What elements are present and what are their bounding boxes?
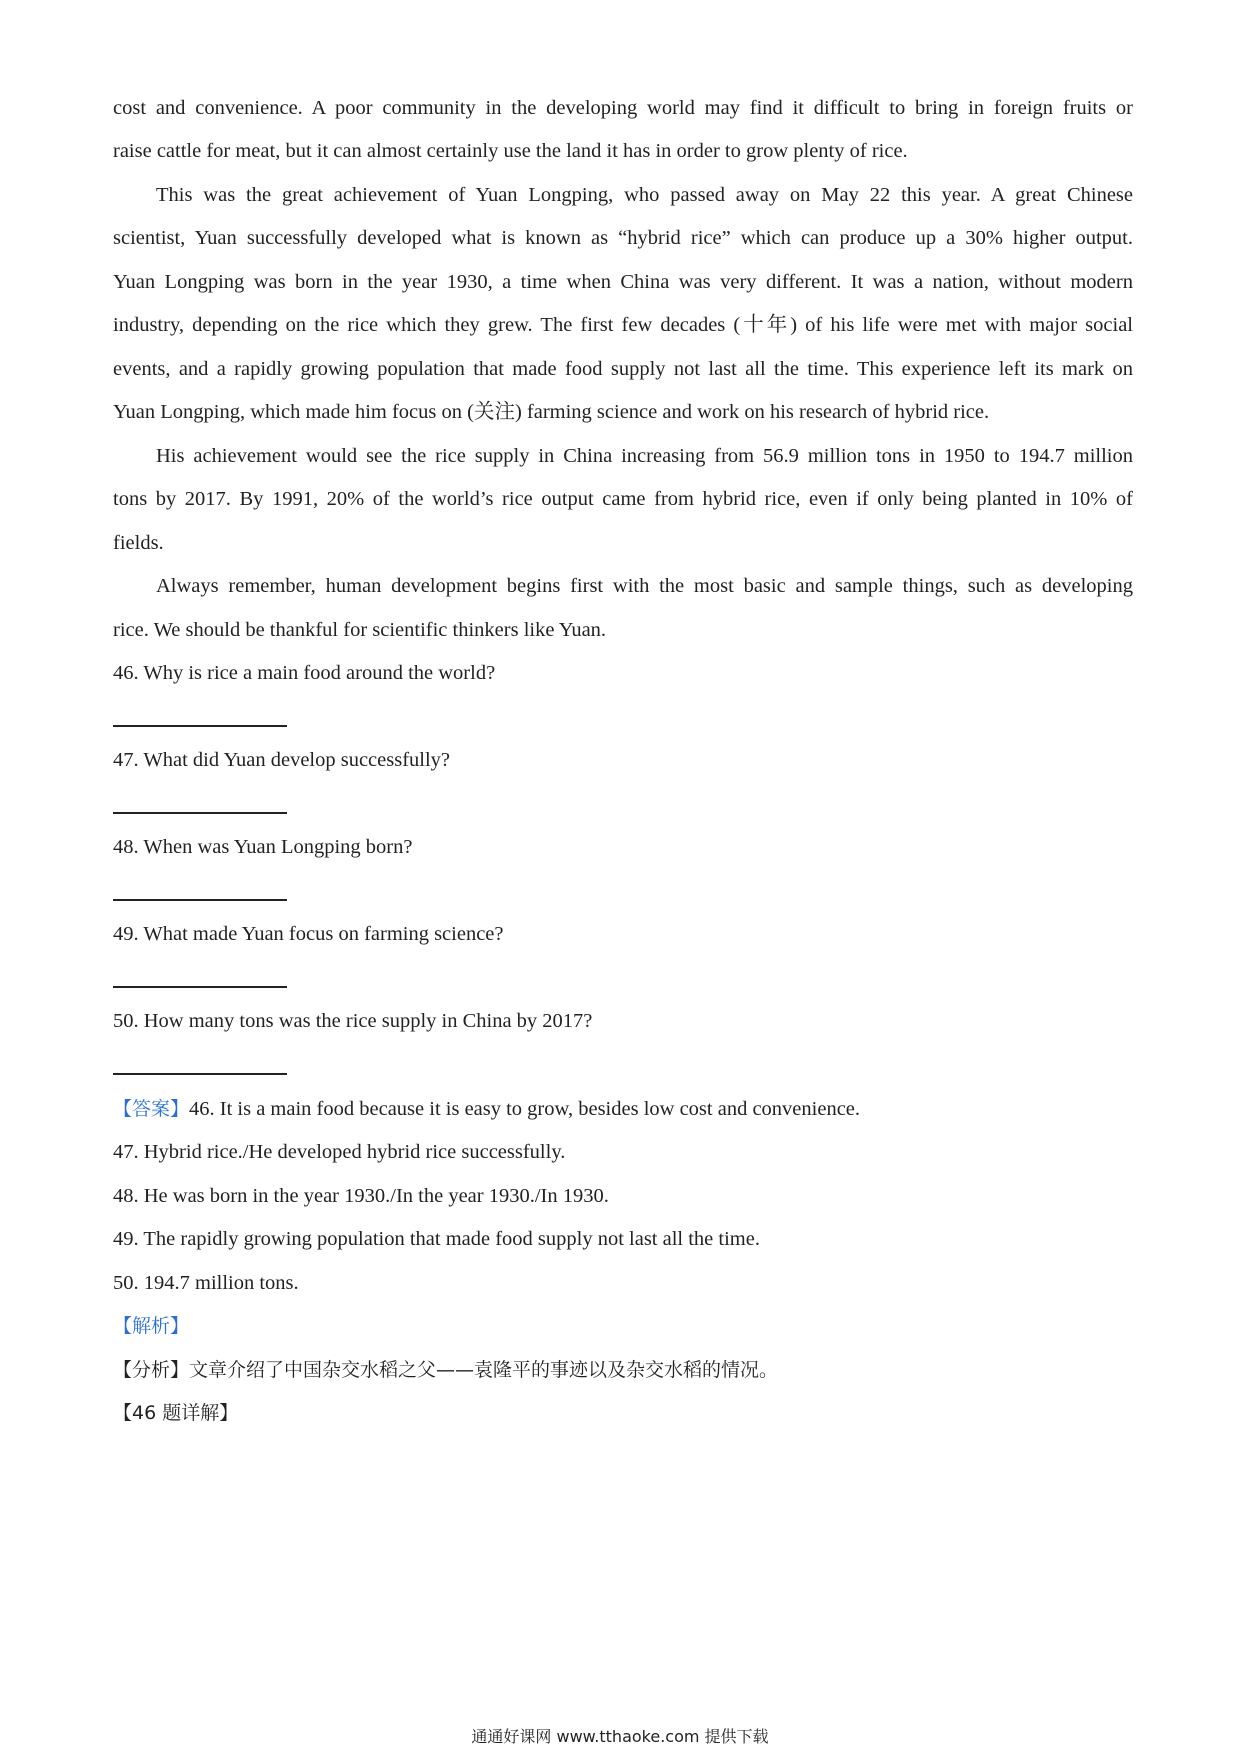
answer-blank-49 (113, 986, 287, 988)
passage-line: Always remember, human development begins first with the most basic and sample things, such as developing (156, 575, 1133, 597)
question-49: 49. What made Yuan focus on farming science? (113, 923, 504, 945)
passage-line: Yuan Longping, which made him focus on (关注) farming science and work on his research of hybrid rice. (113, 401, 990, 423)
passage-line: rice. We should be thankful for scientific thinkers like Yuan. (113, 619, 607, 641)
answer-line-46 (113, 1095, 1133, 1123)
question-48: 48. When was Yuan Longping born? (113, 836, 413, 858)
page-footer: 通通好课网 www.tthaoke.com 提供下载 (471, 1727, 769, 1746)
passage-line: industry, depending on the rice which they grew. The first few decades (十年) of his life were met with major social (113, 314, 1133, 336)
answer-blank-48 (113, 899, 287, 901)
passage-line: scientist, Yuan successfully developed what is known as “hybrid rice” which can produce up a 30% higher output. (113, 227, 1133, 249)
answer-48: 48. He was born in the year 1930./In the year 1930./In 1930. (113, 1185, 609, 1207)
passage-line: events, and a rapidly growing population that made food supply not last all the time. This experience left its mark on (113, 358, 1133, 380)
passage-line: fields. (113, 532, 164, 554)
passage-line: raise cattle for meat, but it can almost certainly use the land it has in order to grow plenty of rice. (113, 140, 908, 162)
passage-line: This was the great achievement of Yuan Longping, who passed away on May 22 this year. A great Chinese (156, 184, 1133, 206)
question-50: 50. How many tons was the rice supply in China by 2017? (113, 1010, 593, 1032)
answer-50: 50. 194.7 million tons. (113, 1272, 299, 1294)
question-47: 47. What did Yuan develop successfully? (113, 749, 451, 771)
detail-heading: 【46 题详解】 (113, 1402, 239, 1424)
passage-line: Yuan Longping was born in the year 1930, a time when China was very different. It was a nation, without modern (113, 271, 1133, 293)
answer-46-text: 46. It is a main food because it is easy to grow, besides low cost and convenience. (189, 1098, 861, 1120)
analysis-summary: 【分析】文章介绍了中国杂交水稻之父——袁隆平的事迹以及杂交水稻的情况。 (113, 1359, 779, 1381)
answer-49: 49. The rapidly growing population that made food supply not last all the time. (113, 1228, 760, 1250)
question-46: 46. Why is rice a main food around the world? (113, 662, 496, 684)
analysis-tag: 【解析】 (113, 1315, 190, 1337)
passage-line: tons by 2017. By 1991, 20% of the world’s rice output came from hybrid rice, even if only being planted in 10% of (113, 488, 1133, 510)
passage-line: His achievement would see the rice supply in China increasing from 56.9 million tons in 1950 to 194.7 million (156, 445, 1133, 467)
answer-blank-50 (113, 1073, 287, 1075)
answer-47: 47. Hybrid rice./He developed hybrid rice successfully. (113, 1141, 566, 1163)
answer-blank-47 (113, 812, 287, 814)
answer-blank-46 (113, 725, 287, 727)
passage-line: cost and convenience. A poor community in the developing world may find it difficult to bring in foreign fruits or (113, 97, 1133, 119)
answer-tag: 【答案】 (113, 1098, 190, 1120)
analysis-heading (113, 1312, 1133, 1340)
